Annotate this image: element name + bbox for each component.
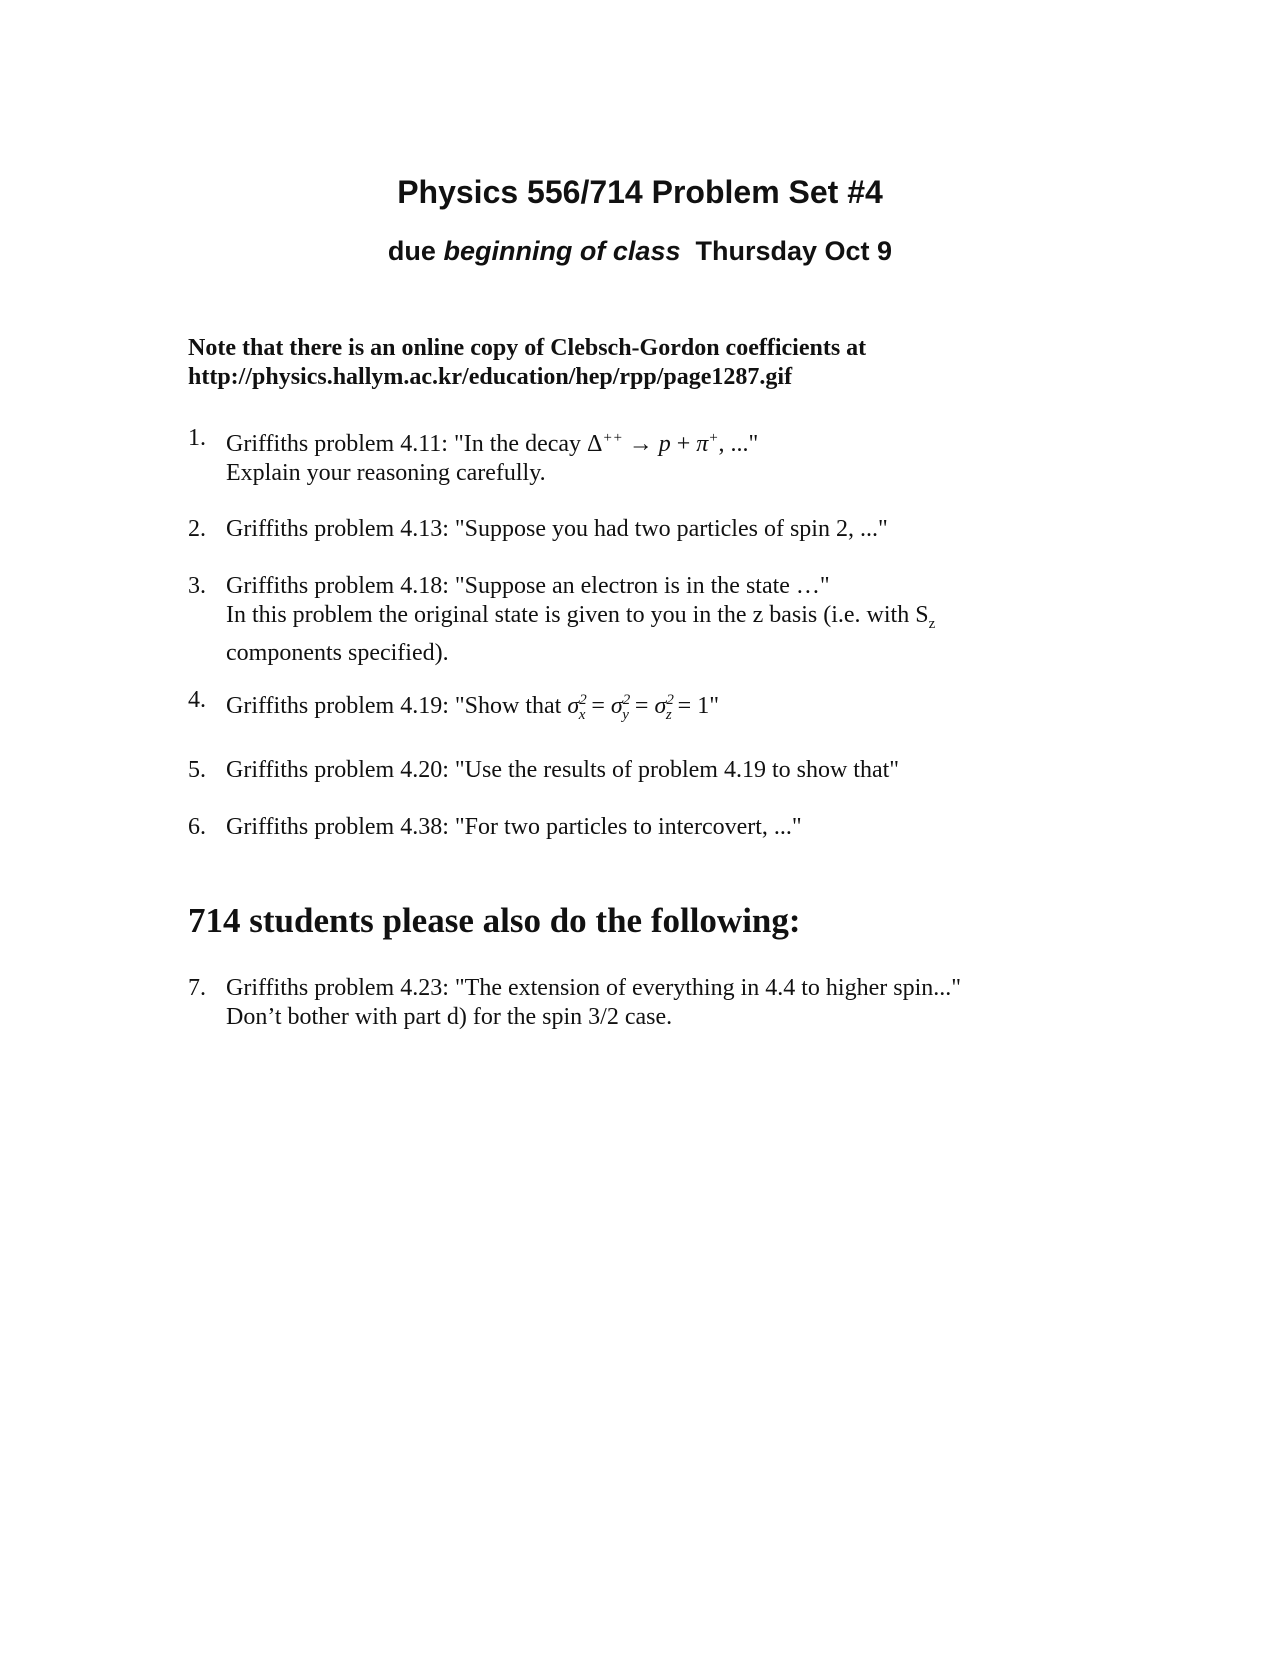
problem-extra-text: In this problem the original state is given to you in the z basis (i.e. with S (226, 602, 929, 628)
section-heading: 714 students please also do the following: (188, 901, 801, 940)
problem-text: Griffiths problem 4.38: "For two particles to intercovert, ..." (226, 814, 802, 840)
note-url: http://physics.hallym.ac.kr/education/hep/rpp/page1287.gif (188, 364, 793, 390)
problem-text-before: Griffiths problem 4.19: "Show that (226, 693, 568, 719)
problem-number: 5. (188, 757, 206, 783)
problem-item-1 (188, 424, 1106, 488)
note-text: Note that there is an online copy of Clebsch-Gordon coefficients at (188, 335, 867, 361)
problem-text-before: Griffiths problem 4.11: "In the decay (226, 431, 588, 457)
problem-item-4 (188, 686, 1106, 730)
due-emphasis: beginning of class (443, 236, 681, 266)
problem-text-after: " (709, 693, 719, 719)
due-prefix: due (387, 236, 436, 266)
problem-extra: Don’t bother with part d) for the spin 3/2 case. (226, 1004, 673, 1030)
problem-text (226, 424, 1106, 459)
problem-text: Griffiths problem 4.20: "Use the results of problem 4.19 to show that" (226, 757, 900, 783)
problem-item-3 (188, 572, 1106, 668)
due-date: Thursday Oct 9 (695, 236, 893, 266)
problem-text: Griffiths problem 4.13: "Suppose you had two particles of spin 2, ..." (226, 516, 888, 542)
sigma-equation: $\sigma^2_x = \sigma^2_y = \sigma^2_z = 1$ (567, 692, 710, 723)
problem-number: 1. (188, 425, 206, 451)
problem-number: 2. (188, 516, 206, 542)
decay-equation: Δ++ → p + π+ (587, 430, 719, 457)
problem-text: Griffiths problem 4.23: "The extension of everything in 4.4 to higher spin..." (226, 975, 962, 1001)
problem-text-after: , ..." (718, 431, 759, 457)
problem-item-5 (188, 756, 1106, 785)
problem-extra-2: components specified). (226, 639, 449, 666)
problem-number: 7. (188, 975, 206, 1001)
problem-extra: Explain your reasoning carefully. (226, 460, 546, 486)
due-line (0, 234, 1280, 268)
problem-text (226, 686, 1106, 730)
page-title: Physics 556/714 Problem Set #4 (397, 174, 883, 210)
problem-item-6 (188, 813, 1106, 842)
subscript-z: z (928, 615, 936, 632)
problem-number: 3. (188, 573, 206, 599)
problem-extra (226, 601, 1106, 639)
problem-item-2 (188, 515, 1106, 544)
problem-number: 4. (188, 687, 206, 713)
problem-number: 6. (188, 814, 206, 840)
problem-text: Griffiths problem 4.18: "Suppose an electron is in the state …" (226, 573, 830, 599)
problem-item-7 (188, 974, 1106, 1032)
note-paragraph (188, 334, 1088, 392)
